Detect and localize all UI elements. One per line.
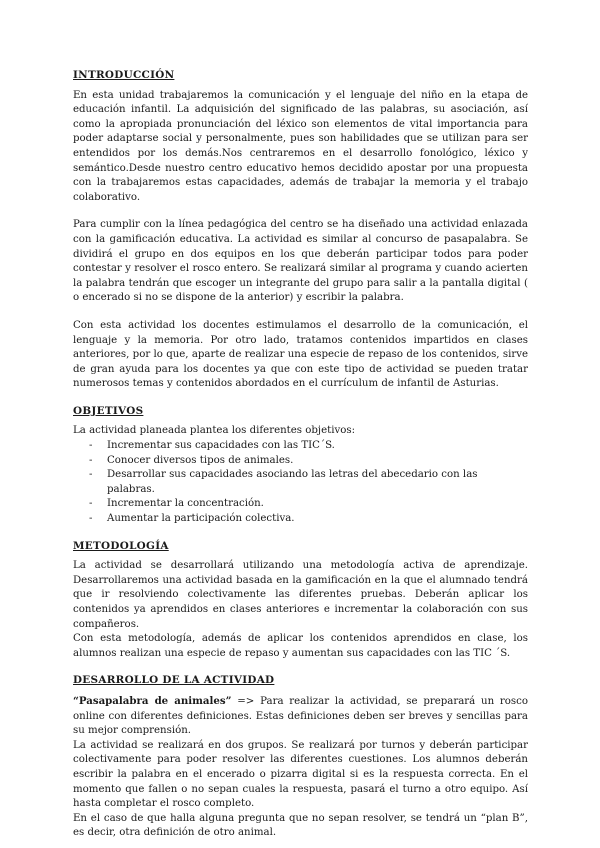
intro-heading: INTRODUCCIÓN: [73, 69, 175, 81]
intro-paragraph-1: En esta unidad trabajaremos la comunicación y el lenguaje del niño en la etapa de educación infantil. La adquisición del significado de las palabras, su asociación, así como la apropiada pronunciación del léxico son elementos de vital importancia para poder adaptarse social y personalmente, pues son habilidades que se utilizan para ser entendidos por los demás.Nos centraremos en el desarrollo fonológico, léxico y semántico.Desde nuestro centro educativo hemos decidido apostar por una propuesta con la trabajaremos estas capacidades, además de trabajar la memoria y el trabajo colaborativo.: [73, 89, 528, 203]
list-item: - Desarrollar sus capacidades asociando las letras del abecedario con las palabras.: [73, 468, 528, 497]
methodology-paragraph-1: La actividad se desarrollará utilizando una metodología activa de aprendizaje. Desarrollaremos una actividad basada en la gamificación en la que el alumnado tendrá que ir resolviendo colectivamente las diferentes pruebas. Deberán aplicar los contenidos ya aprendidos en clases anteriores e incrementar la colaboración con sus compañeros.: [73, 560, 528, 630]
development-heading: DESARROLLO DE LA ACTIVIDAD: [73, 674, 275, 687]
development-paragraph-1-text: => Para realizar la actividad, se preparará un rosco online con diferentes definiciones. Estas definiciones deben ser breves y sencillas para su mejor comprensión.: [73, 695, 528, 737]
intro-paragraph-2: Para cumplir con la línea pedagógica del centro se ha diseñado una actividad enlazada con la gamificación educativa. La actividad es similar al concurso de pasapalabra. Se dividirá el grupo en dos equipos en los que deberán participar todos para poder contestar y resolver el rosco entero. Se realizará similar al programa y cuando acierten la palabra tendrán que escoger un integrante del grupo para salir a la pantalla digital ( o encerado si no se dispone de la anterior) y escribir la palabra.: [73, 219, 528, 304]
list-item: - Incrementar la concentración.: [73, 497, 528, 512]
intro-paragraph-3: Con esta actividad los docentes estimulamos el desarrollo de la comunicación, el lenguaje y la memoria. Por otro lado, tratamos contenidos impartidos en clases anteriores, por lo que, aparte de realizar una especie de repaso de los contenidos, sirve de gran ayuda para los docentes ya que con este tipo de actividad se pueden tratar numerosos temas y contenidos abordados en el currículum de infantil de Asturias.: [73, 319, 528, 390]
development-paragraph-3: En el caso de que halla alguna pregunta que no sepan resolver, se tendrá un “plan B”, es decir, otra definición de otro animal.: [73, 812, 528, 839]
methodology-heading: METODOLOGÍA: [73, 539, 169, 552]
objectives-list: [73, 439, 528, 527]
development-paragraph-2: La actividad se realizará en dos grupos. Se realizará por turnos y deberán participar colectivamente para poder resolver las diferentes cuestiones. Los alumnos deberán escribir la palabra en el encerado o pizarra digital si es la respuesta correcta. En el momento que fallen o no sepan cuales la respuesta, pasará el turno a otro equipo. Así hasta completar el rosco completo.: [73, 739, 528, 810]
list-item: - Incrementar sus capacidades con las TIC´S.: [73, 439, 528, 454]
methodology-paragraph-2: Con esta metodología, además de aplicar los contenidos aprendidos en clase, los alumnos realizan una especie de repaso y aumentan sus capacidades con las TIC ´S.: [73, 633, 528, 659]
objectives-heading: OBJETIVOS: [73, 404, 144, 417]
development-paragraph-1: [73, 694, 528, 739]
document-page: [73, 68, 528, 841]
list-item: - Aumentar la participación colectiva.: [73, 512, 528, 527]
objectives-lead: La actividad planeada plantea los diferentes objetivos:: [73, 425, 356, 437]
activity-name: “Pasapalabra de animales”: [73, 694, 232, 707]
list-item: - Conocer diversos tipos de animales.: [73, 454, 528, 469]
